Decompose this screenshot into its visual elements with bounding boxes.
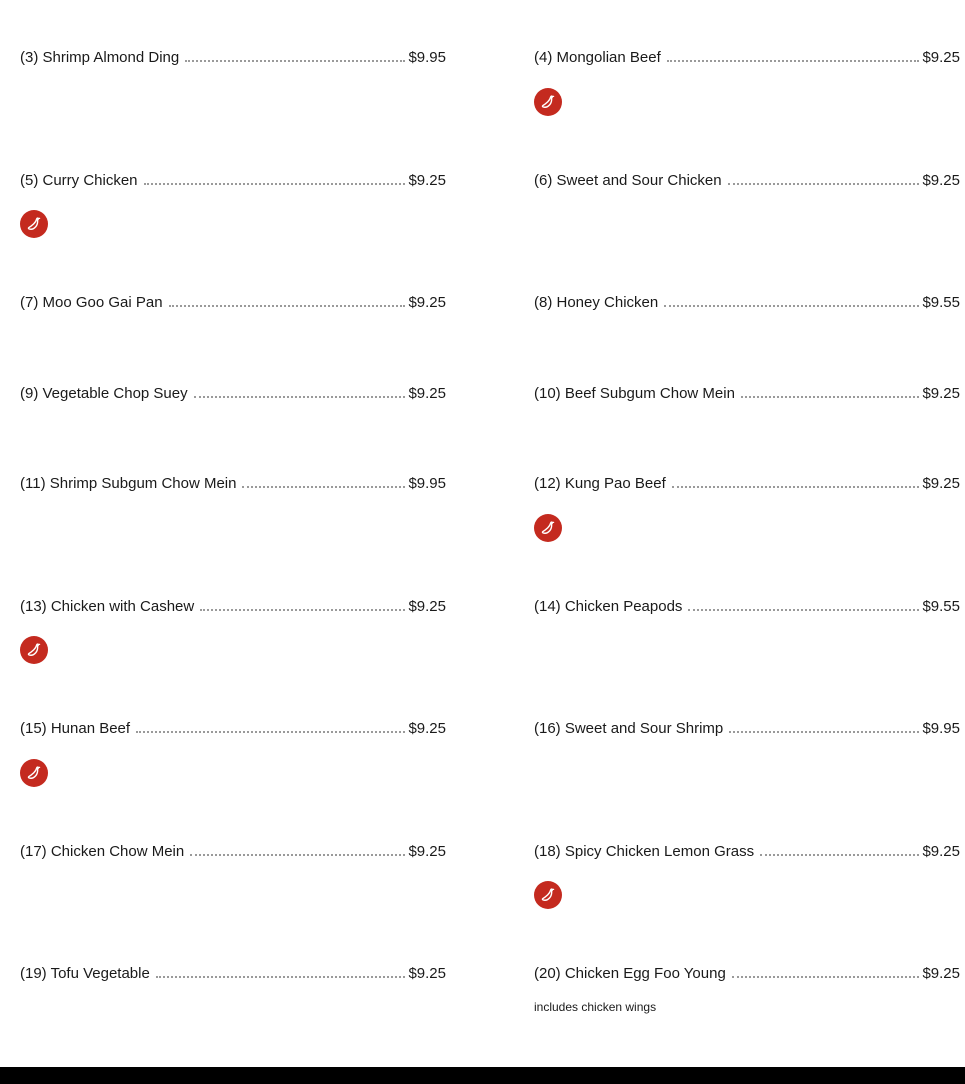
- chili-pepper-icon: [534, 881, 562, 909]
- dot-leader: [185, 56, 405, 62]
- menu-item: [534, 172, 960, 192]
- item-name: (20) Chicken Egg Foo Young: [534, 965, 726, 982]
- menu-item: [534, 965, 960, 985]
- menu-item: [20, 172, 446, 192]
- item-price: $9.25: [408, 172, 446, 189]
- menu-item: [20, 843, 446, 863]
- menu-item: [20, 49, 446, 69]
- menu-item: [20, 385, 446, 405]
- menu-item: [534, 598, 960, 618]
- item-price: $9.25: [922, 965, 960, 982]
- dot-leader: [732, 972, 920, 978]
- dot-leader: [729, 727, 919, 733]
- chili-pepper-icon: [534, 88, 562, 116]
- menu-item: [534, 720, 960, 740]
- item-name: (8) Honey Chicken: [534, 294, 659, 311]
- dot-leader: [664, 301, 919, 307]
- item-name: (7) Moo Goo Gai Pan: [20, 294, 163, 311]
- item-price: $9.25: [408, 385, 446, 402]
- item-price: $9.55: [922, 598, 960, 615]
- menu-item: [20, 965, 446, 985]
- dot-leader: [760, 850, 919, 856]
- dot-leader: [667, 56, 920, 62]
- item-name: (19) Tofu Vegetable: [20, 965, 150, 982]
- item-price: $9.25: [922, 475, 960, 492]
- item-name: (17) Chicken Chow Mein: [20, 843, 185, 860]
- item-price: $9.25: [408, 294, 446, 311]
- chili-pepper-icon: [20, 210, 48, 238]
- item-price: $9.55: [922, 294, 960, 311]
- item-name: (16) Sweet and Sour Shrimp: [534, 720, 724, 737]
- dot-leader: [728, 179, 920, 185]
- item-price: $9.25: [922, 843, 960, 860]
- item-name: (11) Shrimp Subgum Chow Mein: [20, 475, 237, 492]
- dot-leader: [200, 605, 405, 611]
- dot-leader: [144, 179, 406, 185]
- dot-leader: [136, 727, 405, 733]
- dot-leader: [156, 972, 406, 978]
- item-price: $9.25: [922, 385, 960, 402]
- menu-item: [20, 475, 446, 495]
- menu-item: [20, 720, 446, 740]
- menu-item: [534, 385, 960, 405]
- chili-pepper-icon: [20, 636, 48, 664]
- menu-item: [20, 294, 446, 314]
- item-name: (5) Curry Chicken: [20, 172, 138, 189]
- menu-item: [534, 475, 960, 495]
- chili-pepper-icon: [534, 514, 562, 542]
- dot-leader: [672, 482, 920, 488]
- menu-item: [534, 294, 960, 314]
- item-name: (13) Chicken with Cashew: [20, 598, 195, 615]
- item-price: $9.25: [408, 720, 446, 737]
- dot-leader: [194, 392, 406, 398]
- item-price: $9.25: [922, 172, 960, 189]
- item-name: (18) Spicy Chicken Lemon Grass: [534, 843, 755, 860]
- menu-item: [20, 598, 446, 618]
- item-name: (12) Kung Pao Beef: [534, 475, 666, 492]
- item-price: $9.95: [408, 475, 446, 492]
- item-price: $9.25: [408, 843, 446, 860]
- chili-pepper-icon: [20, 759, 48, 787]
- item-name: (3) Shrimp Almond Ding: [20, 49, 180, 66]
- item-name: (14) Chicken Peapods: [534, 598, 683, 615]
- item-price: $9.25: [408, 598, 446, 615]
- dot-leader: [190, 850, 405, 856]
- item-price: $9.95: [922, 720, 960, 737]
- menu-item: [534, 843, 960, 863]
- footer-bar: [0, 1067, 965, 1084]
- dot-leader: [741, 392, 920, 398]
- item-price: $9.25: [408, 965, 446, 982]
- item-name: (6) Sweet and Sour Chicken: [534, 172, 722, 189]
- dot-leader: [242, 482, 405, 488]
- menu-item: [534, 49, 960, 69]
- item-price: $9.95: [408, 49, 446, 66]
- dot-leader: [169, 301, 406, 307]
- item-name: (4) Mongolian Beef: [534, 49, 661, 66]
- item-name: (15) Hunan Beef: [20, 720, 131, 737]
- item-name: (9) Vegetable Chop Suey: [20, 385, 188, 402]
- item-name: (10) Beef Subgum Chow Mein: [534, 385, 735, 402]
- item-price: $9.25: [922, 49, 960, 66]
- dot-leader: [688, 605, 919, 611]
- item-note: includes chicken wings: [534, 1000, 657, 1014]
